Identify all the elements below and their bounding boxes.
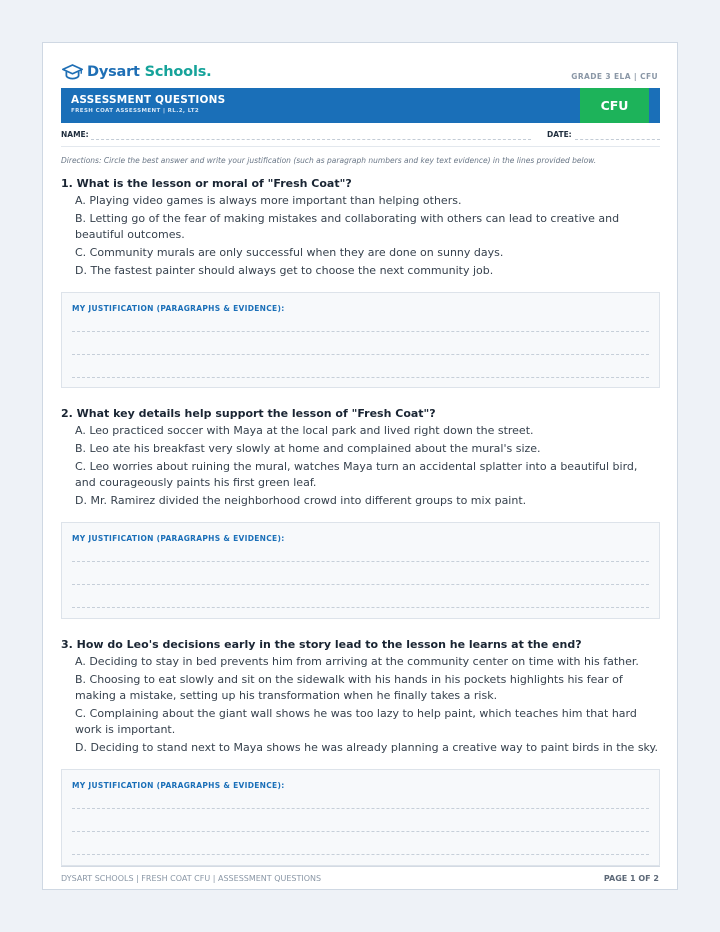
question-1-option-c[interactable]: C. Community murals are only successful when they are done on sunny days. (75, 246, 504, 259)
justification-line[interactable] (72, 354, 649, 355)
footer-divider (61, 866, 660, 867)
logo-wordmark (87, 64, 211, 80)
justification-line[interactable] (72, 561, 649, 562)
title-banner (61, 88, 660, 123)
date-field[interactable] (575, 139, 660, 140)
question-3 (61, 638, 661, 756)
page-number: PAGE 1 OF 2 (603, 874, 659, 883)
question-2-title: 2. What key details help support the lesson of "Fresh Coat"? (61, 407, 436, 420)
graduation-cap-icon (62, 63, 83, 81)
cfu-badge: CFU (580, 88, 649, 123)
question-3-option-b[interactable]: B. Choosing to eat slowly and sit on the sidewalk with his hands in his pockets highlights his fear of making a mistake, setting up his transformation when he finally takes a risk. (75, 673, 623, 702)
justification-box-3[interactable] (61, 769, 660, 866)
banner-subtitle: FRESH COAT ASSESSMENT | RL.2, LT2 (71, 108, 200, 114)
footer-text: DYSART SCHOOLS | FRESH COAT CFU | ASSESSMENT QUESTIONS (61, 874, 322, 883)
question-2-option-b[interactable]: B. Leo ate his breakfast very slowly at home and complained about the mural's size. (75, 442, 541, 455)
justification-line[interactable] (72, 808, 649, 809)
justification-label-1: MY JUSTIFICATION (PARAGRAPHS & EVIDENCE): (72, 304, 285, 313)
grade-tag: GRADE 3 ELA | CFU (571, 72, 658, 81)
name-field[interactable] (91, 139, 531, 140)
question-2-option-c[interactable]: C. Leo worries about ruining the mural, watches Maya turn an accidental splatter into a beautiful bird, and courageously paints his first green leaf. (75, 460, 638, 489)
justification-box-1[interactable] (61, 292, 660, 388)
justification-label-3: MY JUSTIFICATION (PARAGRAPHS & EVIDENCE): (72, 781, 285, 790)
page-header (62, 63, 658, 85)
justification-box-2[interactable] (61, 522, 660, 619)
worksheet-page (42, 42, 678, 890)
justification-line[interactable] (72, 607, 649, 608)
student-info-row (61, 129, 660, 145)
question-2-option-a[interactable]: A. Leo practiced soccer with Maya at the local park and lived right down the street. (75, 424, 534, 437)
question-2 (61, 407, 661, 509)
question-1-option-d[interactable]: D. The fastest painter should always get to choose the next community job. (75, 264, 494, 277)
justification-line[interactable] (72, 831, 649, 832)
logo-main: Dysart (87, 64, 140, 80)
name-label: NAME: (61, 130, 89, 139)
justification-line[interactable] (72, 377, 649, 378)
banner-title: ASSESSMENT QUESTIONS (71, 94, 226, 106)
date-label: DATE: (547, 130, 572, 139)
question-3-option-d[interactable]: D. Deciding to stand next to Maya shows he was already planning a creative way to paint birds in the sky. (75, 741, 658, 754)
directions-text: Directions: Circle the best answer and write your justification (such as paragraph numbers and key text evidence) in the lines provided below. (61, 156, 597, 165)
justification-line[interactable] (72, 331, 649, 332)
question-1-title: 1. What is the lesson or moral of "Fresh Coat"? (61, 177, 352, 190)
school-logo (62, 63, 211, 81)
justification-line[interactable] (72, 584, 649, 585)
justification-line[interactable] (72, 854, 649, 855)
question-1-option-b[interactable]: B. Letting go of the fear of making mistakes and collaborating with others can lead to creative and beautiful outcomes. (75, 212, 620, 241)
question-1 (61, 177, 661, 279)
question-2-option-d[interactable]: D. Mr. Ramirez divided the neighborhood crowd into different groups to mix paint. (75, 494, 527, 507)
justification-label-2: MY JUSTIFICATION (PARAGRAPHS & EVIDENCE): (72, 534, 285, 543)
question-3-option-a[interactable]: A. Deciding to stay in bed prevents him from arriving at the community center on time with his father. (75, 655, 639, 668)
header-divider (61, 146, 660, 147)
logo-accent: Schools. (144, 64, 212, 80)
question-1-option-a[interactable]: A. Playing video games is always more important than helping others. (75, 194, 462, 207)
question-3-title: 3. How do Leo's decisions early in the story lead to the lesson he learns at the end? (61, 638, 582, 651)
question-3-option-c[interactable]: C. Complaining about the giant wall shows he was too lazy to help paint, which teaches him that hard work is important. (75, 707, 637, 736)
